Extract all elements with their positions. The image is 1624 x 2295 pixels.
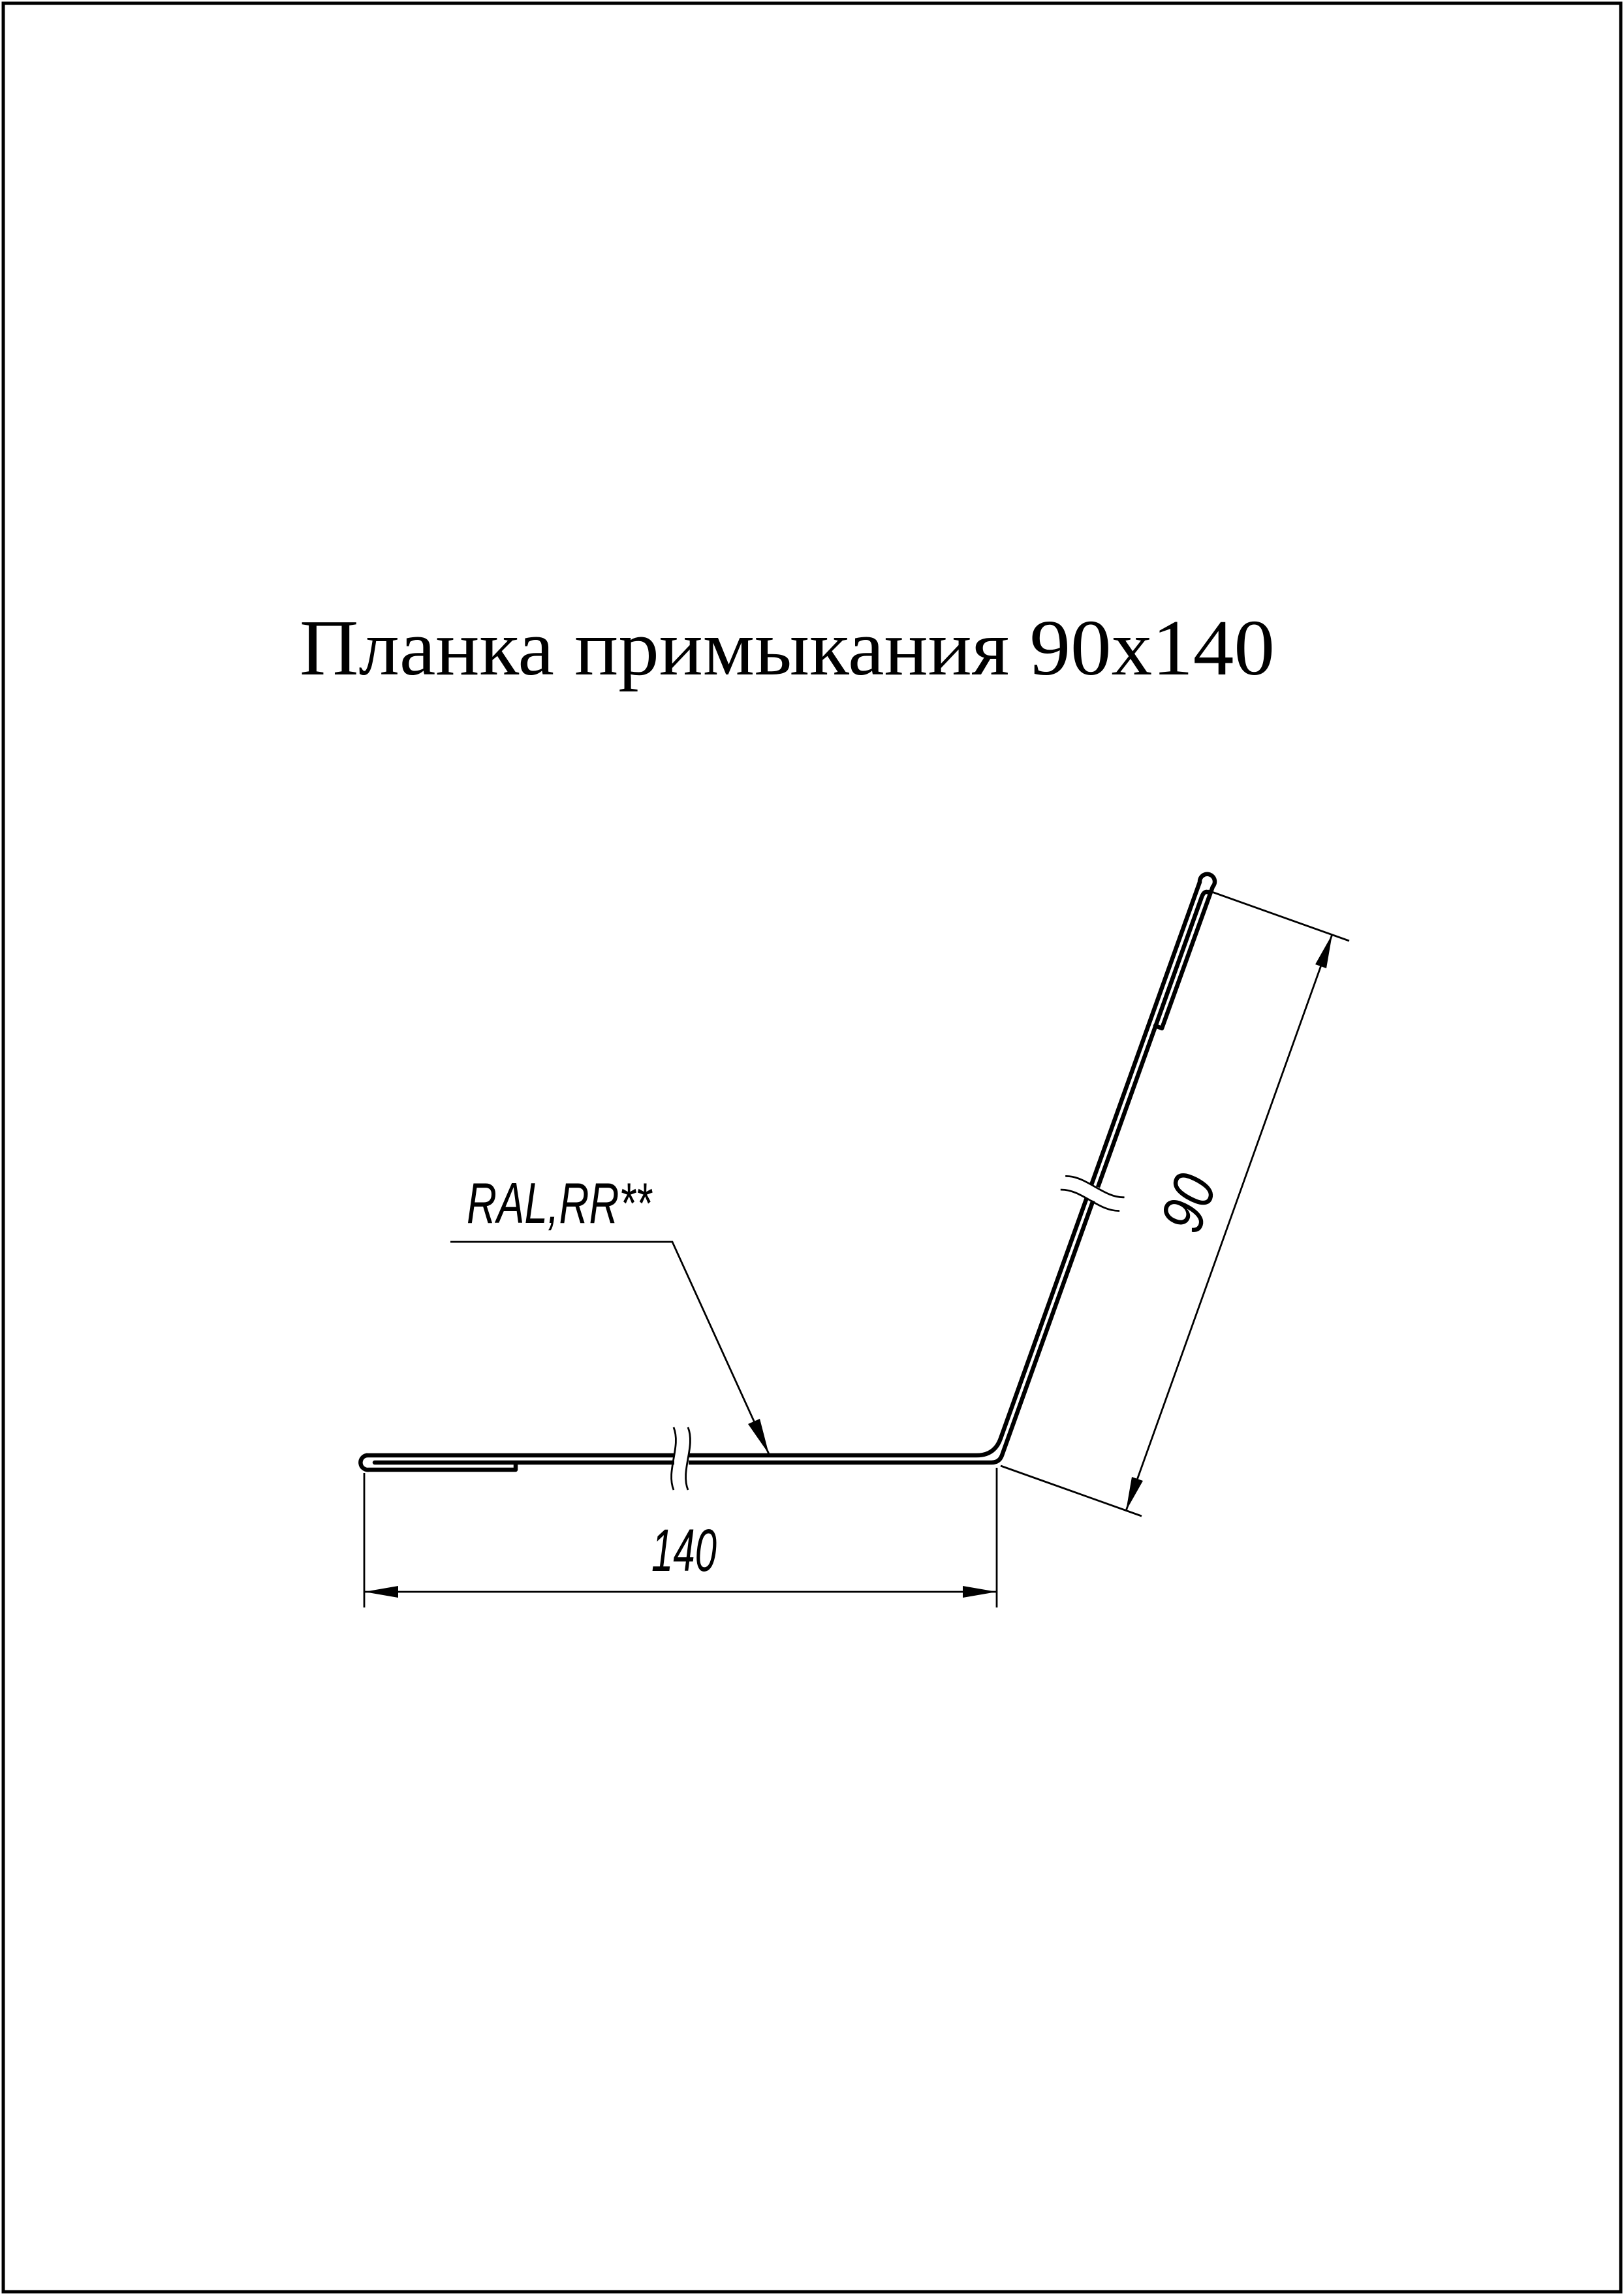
dimension-height-value: 90	[1148, 1155, 1234, 1241]
leader-line	[450, 1242, 769, 1454]
material-label: RAL,RR**	[467, 1171, 653, 1235]
dimension-arrowhead-icon	[364, 1586, 398, 1598]
dimension-arrowhead-icon	[1315, 934, 1332, 968]
material-leader	[450, 1171, 769, 1454]
dimension-width-140	[364, 1468, 997, 1607]
dimension-width-value: 140	[651, 1517, 717, 1584]
dimension-arrowhead-icon	[963, 1586, 997, 1598]
profile-outer-face	[367, 874, 1215, 1455]
leader-arrowhead-icon	[748, 1419, 769, 1454]
extension-line	[1001, 1466, 1142, 1516]
page-title: Планка примыкания 90х140	[300, 604, 1275, 692]
break-mark-horizontal	[672, 1427, 691, 1490]
page-border	[3, 3, 1621, 2292]
dimension-height-90	[1001, 891, 1349, 1516]
dimension-arrowhead-icon	[1126, 1477, 1143, 1511]
extension-line	[1208, 891, 1349, 941]
